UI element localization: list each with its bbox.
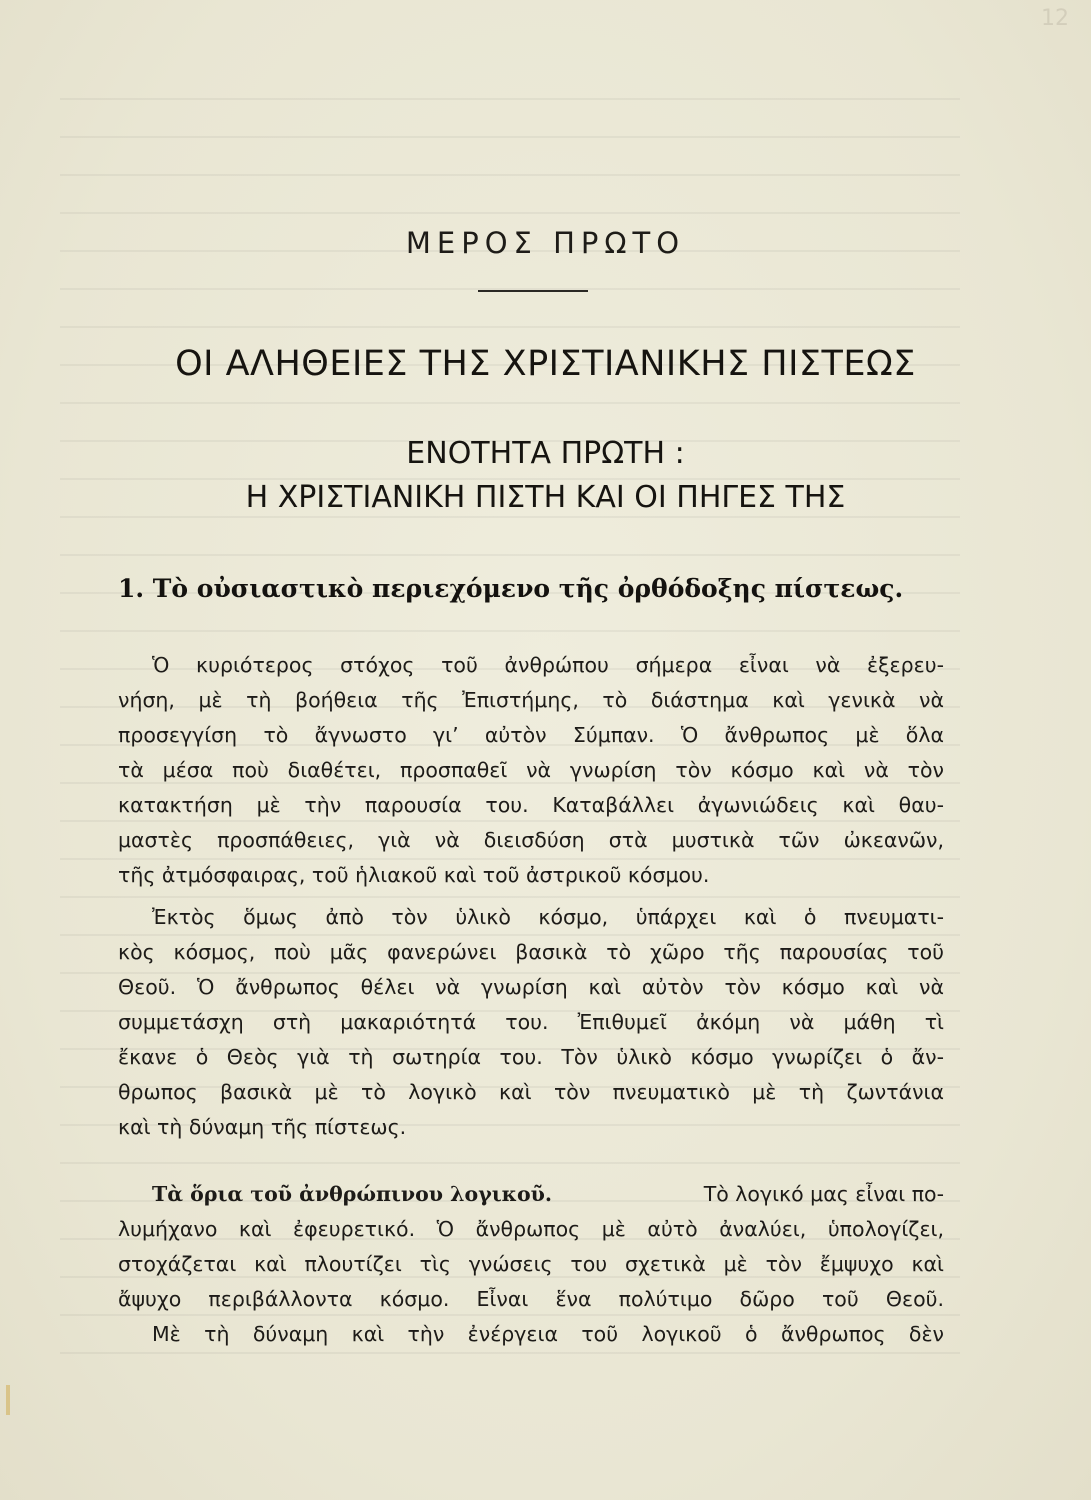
paragraph-1-line: τὰ μέσα ποὺ διαθέτει, προσπαθεῖ νὰ γνωρίση τὸν κόσμο καὶ νὰ τὸν [118, 758, 944, 782]
paragraph-3-line: Τὸ λογικό μας εἶναι πο- [703, 1182, 944, 1206]
paragraph-2-line: θρωπος βασικὰ μὲ τὸ λογικὸ καὶ τὸν πνευματικὸ μὲ τὴ ζωντάνια [118, 1080, 944, 1104]
section-heading: 1. Τὸ οὐσιαστικὸ περιεχόμενο τῆς ὀρθόδοξης πίστεως. [118, 574, 904, 603]
paragraph-3-line: ἄψυχο περιβάλλοντα κόσμο. Εἶναι ἕνα πολύτιμο δῶρο τοῦ Θεοῦ. [118, 1287, 944, 1311]
paragraph-1-line: κατακτήση μὲ τὴν παρουσία του. Καταβάλλει ἀγωνιώδεις καὶ θαυ- [118, 793, 944, 817]
paragraph-3-first-line [152, 1180, 944, 1208]
title-rule [478, 290, 588, 292]
unit-title-line2: Η ΧΡΙΣΤΙΑΝΙΚΗ ΠΙΣΤΗ ΚΑΙ ΟΙ ΠΗΓΕΣ ΤΗΣ [245, 480, 846, 515]
bleed-through-texture [60, 70, 960, 1370]
page-corner-mark: 12 [1041, 6, 1069, 31]
paragraph-3-line: λυμήχανο καὶ ἐφευρετικό. Ὁ ἄνθρωπος μὲ αὐτὸ ἀναλύει, ὑπολογίζει, [118, 1217, 944, 1241]
main-title: ΟΙ ΑΛΗΘΕΙΕΣ ΤΗΣ ΧΡΙΣΤΙΑΝΙΚΗΣ ΠΙΣΤΕΩΣ [175, 344, 916, 384]
unit-title-line1: ΕΝΟΤΗΤΑ ΠΡΩΤΗ : [406, 436, 685, 471]
paragraph-2-line: Ἐκτὸς ὅμως ἀπὸ τὸν ὑλικὸ κόσμο, ὑπάρχει καὶ ὁ πνευματι- [152, 905, 944, 929]
paragraph-3-lead: Τὰ ὅρια τοῦ ἀνθρώπινου λογικοῦ. [152, 1182, 553, 1206]
paragraph-2-line: συμμετάσχη στὴ μακαριότητά του. Ἐπιθυμεῖ ἀκόμη νὰ μάθη τὶ [118, 1010, 944, 1034]
paragraph-1-line: μαστὲς προσπάθειες, γιὰ νὰ διεισδύση στὰ μυστικὰ τῶν ὠκεανῶν, [118, 828, 944, 852]
paragraph-2-line: καὶ τὴ δύναμη τῆς πίστεως. [118, 1115, 407, 1139]
paragraph-2-line: ἔκανε ὁ Θεὸς γιὰ τὴ σωτηρία του. Τὸν ὑλικὸ κόσμο γνωρίζει ὁ ἄν- [118, 1045, 944, 1069]
paragraph-1-line: Ὁ κυριότερος στόχος τοῦ ἀνθρώπου σήμερα εἶναι νὰ ἐξερευ- [152, 653, 944, 677]
paragraph-1-line: τῆς ἀτμόσφαιρας, τοῦ ἡλιακοῦ καὶ τοῦ ἀστρικοῦ κόσμου. [118, 863, 710, 887]
paragraph-3-line: στοχάζεται καὶ πλουτίζει τὶς γνώσεις του σχετικὰ μὲ τὸν ἔμψυχο καὶ [118, 1252, 944, 1276]
part-title: ΜΕΡΟΣ ΠΡΩΤΟ [405, 226, 686, 260]
paragraph-1-line: προσεγγίση τὸ ἄγνωστο γι’ αὐτὸν Σύμπαν. Ὁ ἄνθρωπος μὲ ὅλα [118, 723, 944, 747]
paragraph-2-line: κὸς κόσμος, ποὺ μᾶς φανερώνει βασικὰ τὸ χῶρο τῆς παρουσίας τοῦ [118, 940, 944, 964]
binding-stain [6, 1385, 10, 1415]
paragraph-3-line: Μὲ τὴ δύναμη καὶ τὴν ἐνέργεια τοῦ λογικοῦ ὁ ἄνθρωπος δὲν [152, 1322, 944, 1346]
paragraph-1-line: νήση, μὲ τὴ βοήθεια τῆς Ἐπιστήμης, τὸ διάστημα καὶ γενικὰ νὰ [118, 688, 944, 712]
paragraph-2-line: Θεοῦ. Ὁ ἄνθρωπος θέλει νὰ γνωρίση καὶ αὐτὸν τὸν κόσμο καὶ νὰ [118, 975, 944, 999]
